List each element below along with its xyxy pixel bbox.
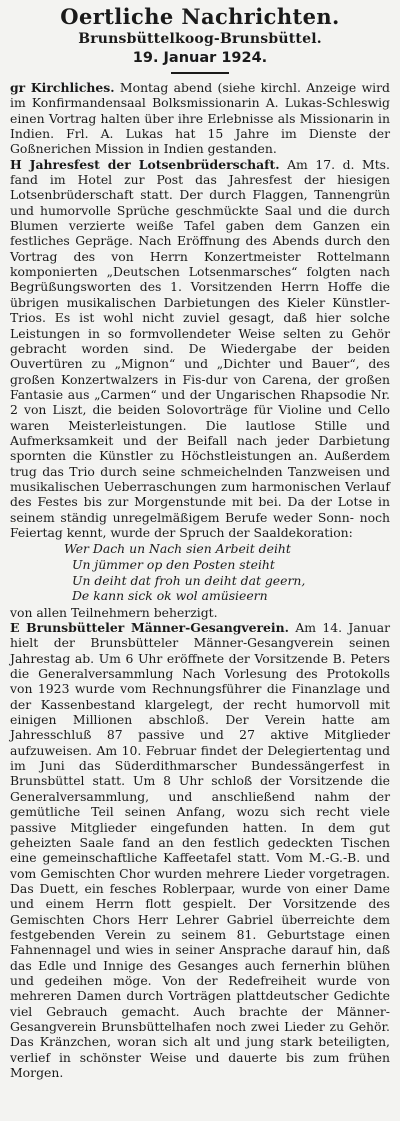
section-title: Oertliche Nachrichten. xyxy=(60,4,340,29)
issue-date: 19. Januar 1924. xyxy=(132,50,268,66)
article-body: Am 17. d. Mts. fand im Hotel zur Post das Jahresfest der hiesigen Lotsenbrüderschaft statt. Der durch Flaggen, Tannengrün und humorvolle Sprüche geschmückte Saal und die durch Blumen verzierte weiße Tafel gaben dem Ganzen ein festliches Gepräge. Nach Eröffnung des Abends durch den Vortrag des von Herrn Konzertmeister Rottelmann komponierten „Deutschen Lotsenmarsches“ folgten nach Begrüßungsworten des 1. Vorsitzenden Herrn Hoffe die übrigen musikalischen Darbietungen des Kieler Künstler-Trios. Es ist wohl nicht zuviel gesagt, daß hier solche Leistungen in so formvollendeter Weise selten zu Gehör gebracht worden sind. De Wiedergabe der beiden Ouvertüren zu „Mignon“ und „Dichter und Bauer“, des großen Konzertwalzers in Fis-dur von Carena, der großen Fantasie aus „Carmen“ und der Ungarischen Rhapsodie Nr. 2 von Liszt, die beiden Solovorträge für Violine und Cello waren Meisterleistungen. Die lautlose Stille und Aufmerksamkeit und der Beifall nach jeder Darbietung spornten die Künstler zu Höchstleistungen an. Außerdem trug das Trio durch seine schmeichelnden Tanzweisen und musikalischen Ueberraschungen zum harmonischen Verlauf des Festes bis zur Morgenstunde mit bei. Da der Lotse in seinem ständig unregelmäßigem Berufe weder Sonn- noch Feiertag kennt, wurde der Spruch der Saaldekoration: xyxy=(10,156,390,540)
verse-line: De kann sick ok wol amüsieern xyxy=(72,588,268,604)
header-divider xyxy=(171,72,229,74)
verse-line: Wer Dach un Nach sien Arbeit deiht xyxy=(64,541,291,557)
article-paragraph xyxy=(10,157,390,541)
article-body: Montag abend (siehe kirchl. Anzeige wird im Konfirmandensaal Bolksmissionarin A. Lukas-Schleswig einen Vortrag halten über ihre Erlebnisse als Missionarin in Indien. Frl. A. Lukas hat 15 Jahre im Dienste der Goßnerichen Mission in Indien gestanden. xyxy=(10,80,390,157)
verse-block xyxy=(64,541,390,603)
article-paragraph xyxy=(10,620,390,1080)
article-closing: von allen Teilnehmern beherzigt. xyxy=(10,604,218,620)
article-kirchliches xyxy=(10,80,390,157)
article-maenner-gesangverein xyxy=(10,620,390,1080)
article-paragraph xyxy=(10,80,390,157)
article-headline: gr Kirchliches. xyxy=(10,80,115,95)
section-subtitle: Brunsbüttelkoog-Brunsbüttel. xyxy=(78,31,322,47)
article-headline: E Brunsbütteler Männer-Gesangverein. xyxy=(10,620,289,636)
verse-line: Un deiht dat froh un deiht dat geern, xyxy=(72,572,306,588)
article-body: Am 14. Januar hielt der Brunsbütteler Männer-Gesangverein seinen Jahrestag ab. Um 6 Uhr eröffnete der Vorsitzende B. Peters die Generalversammlung Nach Vorlesung des Protokolls von 1923 wurde vom Rechnungsführer die Finanzlage und der Kassenbestand klargelegt, der recht humorvoll mit einigen Millionen abschloß. Der Verein hatte am Jahresschluß 87 passive und 27 aktive Mitglieder aufzuweisen. Am 10. Februar findet der Delegiertentag und im Juni das Süderdithmarscher Bundessängerfest in Brunsbüttel statt. Um 8 Uhr schloß der Vorsitzende die Generalversammlung, und anschließend nahm der gemütliche Teil seinen Anfang, wozu sich recht viele passive Mitglieder eingefunden hatten. In dem gut geheizten Saale fand an den festlich gedeckten Tischen eine gemeinschaftliche Kaffeetafel statt. Vom M.-G.-B. und vom Gemischten Chor wurden mehrere Lieder vorgetragen. Das Duett, ein fesches Roblerpaar, wurde von einer Dame und einem Herrn flott gespielt. Der Vorsitzende des Gemischten Chors Herr Lehrer Gabriel überreichte dem festgebenden Verein zu seinem 81. Geburtstage einen Fahnennagel und wies in seiner Ansprache darauf hin, daß das Edle und Innige des Gesanges auch fernerhin blühen und gedeihen möge. Von der Redefreiheit wurde von mehreren Damen durch Vorträgen plattdeutscher Gedichte viel Gebrauch gemacht. Auch brachte der Männer-Gesangverein Brunsbüttelhafen noch zwei Lieder zu Gehör. Das Kränzchen, woran sich alt und jung stark beteiligten, verlief in schönster Weise und dauerte bis zum frühen Morgen. xyxy=(10,620,391,1080)
article-lotsenbruederschaft xyxy=(10,157,390,620)
verse-line: Un jümmer op den Posten steiht xyxy=(72,556,275,572)
article-headline: H Jahresfest der Lotsenbrüderschaft. xyxy=(10,156,280,172)
